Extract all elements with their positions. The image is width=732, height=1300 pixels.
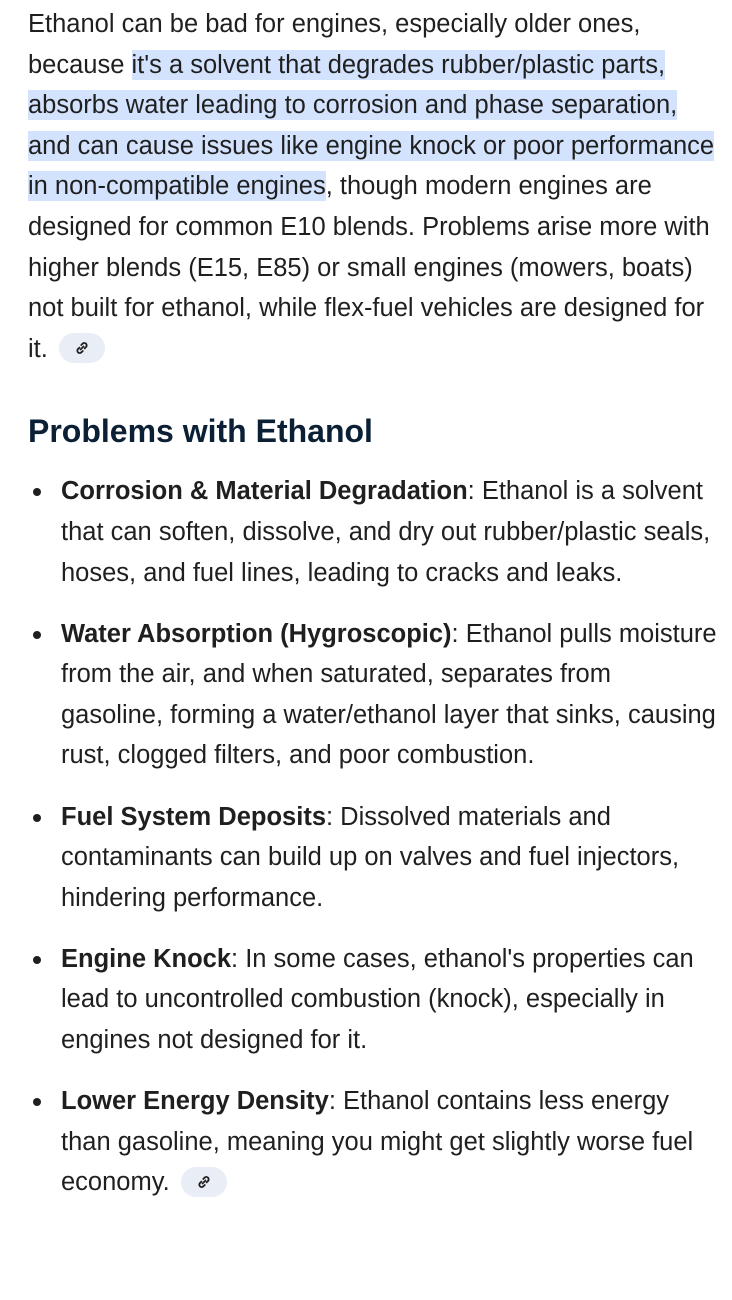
problem-term: Lower Energy Density	[61, 1087, 329, 1116]
problem-description: : Ethanol contains less energy than gasoline, meaning you might get slightly worse fuel economy.	[61, 1087, 694, 1197]
problem-description: : Ethanol pulls moisture from the air, and when saturated, separates from gasoline, forming a water/ethanol layer that sinks, causing rust, clogged filters, and poor combustion.	[61, 619, 717, 770]
link-icon	[195, 1173, 213, 1191]
problem-term: Fuel System Deposits	[61, 802, 326, 831]
intro-text-before: Ethanol can be bad for engines, especially older ones, because	[28, 10, 641, 79]
problem-description: : Dissolved materials and contaminants can build up on valves and fuel injectors, hindering performance.	[61, 802, 680, 912]
problem-term: Corrosion & Material Degradation	[61, 477, 468, 506]
list-item	[28, 614, 718, 776]
problem-term: Engine Knock	[61, 944, 232, 973]
response-content	[28, 4, 718, 1223]
problem-description: : In some cases, ethanol's properties can lead to uncontrolled combustion (knock), especially in engines not designed for it.	[61, 944, 694, 1054]
section-heading: Problems with Ethanol	[28, 413, 373, 450]
list-item	[28, 1081, 718, 1203]
problem-description: : Ethanol is a solvent that can soften, dissolve, and dry out rubber/plastic seals, hoses, and fuel lines, leading to cracks and leaks.	[61, 477, 711, 587]
link-icon	[73, 339, 91, 357]
list-item	[28, 939, 718, 1061]
source-link-chip[interactable]	[181, 1167, 227, 1197]
problem-term: Water Absorption (Hygroscopic)	[61, 619, 452, 648]
intro-paragraph	[28, 4, 718, 369]
list-item	[28, 471, 718, 593]
list-item	[28, 797, 718, 919]
problems-list	[28, 471, 718, 1203]
source-link-chip[interactable]	[59, 333, 105, 363]
intro-text-after: , though modern engines are designed for common E10 blends. Problems arise more with higher blends (E15, E85) or small engines (mowers, boats) not built for ethanol, while flex-fuel vehicles are designed for it.	[28, 172, 710, 363]
highlighted-text: it's a solvent that degrades rubber/plastic parts, absorbs water leading to corrosion and phase separation, and can cause issues like engine knock or poor performance in non-compatible engines	[28, 50, 715, 201]
